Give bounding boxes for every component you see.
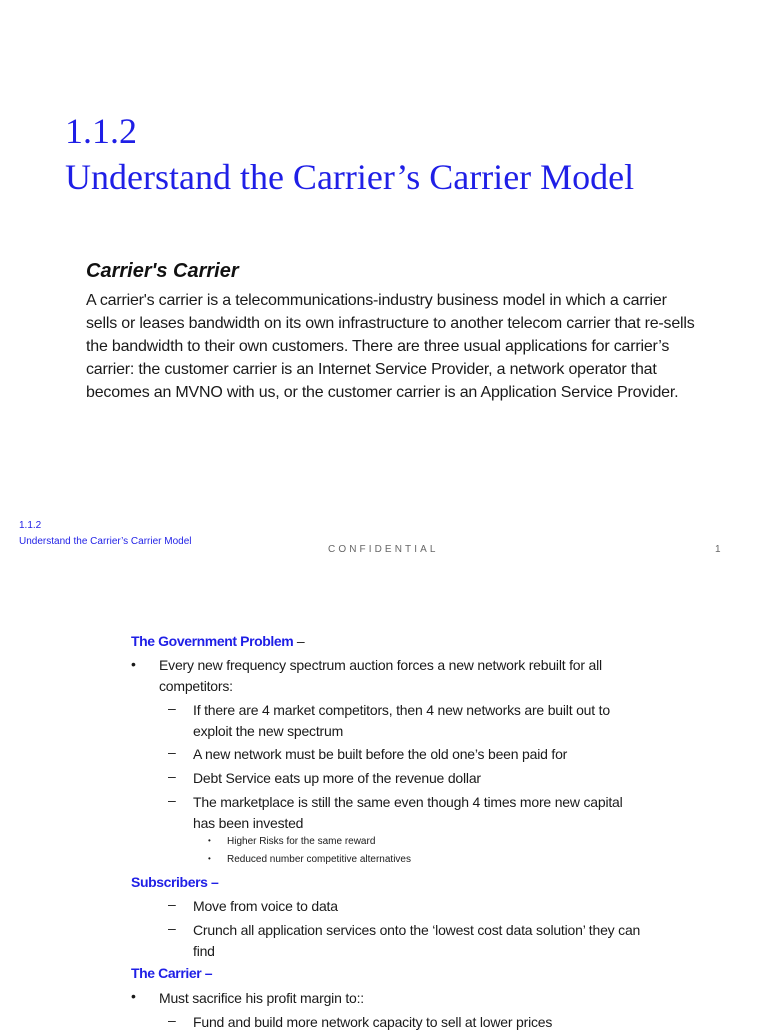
sub-item-line: The marketplace is still the same even though 4 times more new capital xyxy=(193,794,623,810)
footer-section-number: 1.1.2 xyxy=(19,520,42,531)
subscribers-item-1: Move from voice to data xyxy=(193,898,338,914)
paragraph-line: the bandwidth to their own customers. There are three usual applications for carrier’s xyxy=(86,338,670,355)
paragraph-line: A carrier's carrier is a telecommunications-industry business model in which a carrier xyxy=(86,292,667,309)
sub-item-line: Crunch all application services onto the ‘lowest cost data solution’ they can xyxy=(193,922,641,938)
bullet-line: Every new frequency spectrum auction forces a new network rebuilt for all xyxy=(159,657,602,673)
subscribers-item-2 xyxy=(193,920,673,962)
subscribers-heading: Subscribers – xyxy=(131,874,219,890)
heading-dash: – xyxy=(293,633,305,649)
bullet-line: competitors: xyxy=(159,678,233,694)
sub-item-line: find xyxy=(193,943,215,959)
footer-section-title: Understand the Carrier’s Carrier Model xyxy=(19,536,192,547)
small-bullet-marker: • xyxy=(208,836,211,845)
dash-marker: – xyxy=(168,896,176,912)
dash-marker: – xyxy=(168,1012,176,1028)
government-sub-sub-item-2: Reduced number competitive alternatives xyxy=(227,854,411,865)
carrier-bullet: Must sacrifice his profit margin to:: xyxy=(159,990,364,1006)
paragraph-line: sells or leases bandwidth on its own infrastructure to another telecom carrier that re-sells xyxy=(86,315,695,332)
paragraph-line: carrier: the customer carrier is an Internet Service Provider, a network operator that xyxy=(86,361,657,378)
dash-marker: – xyxy=(168,744,176,760)
dash-marker: – xyxy=(168,920,176,936)
sub-item-line: has been invested xyxy=(193,815,304,831)
government-sub-item-2: A new network must be built before the old one’s been paid for xyxy=(193,746,568,762)
government-sub-item-4 xyxy=(193,792,663,834)
carrier-heading: The Carrier – xyxy=(131,965,213,981)
government-sub-item-1 xyxy=(193,700,663,742)
paragraph-line: becomes an MVNO with us, or the customer carrier is an Application Service Provider. xyxy=(86,384,679,401)
government-sub-item-3: Debt Service eats up more of the revenue dollar xyxy=(193,770,481,786)
government-sub-sub-item-1: Higher Risks for the same reward xyxy=(227,836,376,847)
dash-marker: – xyxy=(168,768,176,784)
footer-page-number: 1 xyxy=(715,544,721,555)
government-problem-label: The Government Problem xyxy=(131,633,294,649)
carrier-sub-item-1: Fund and build more network capacity to sell at lower prices xyxy=(193,1014,553,1030)
slide-title xyxy=(65,108,745,200)
slide-title-number: 1.1.2 xyxy=(65,111,137,151)
sub-item-line: If there are 4 market competitors, then 4 new networks are built out to xyxy=(193,702,610,718)
bullet-marker: • xyxy=(131,656,136,672)
intro-paragraph xyxy=(86,289,716,404)
slide-title-text: Understand the Carrier’s Carrier Model xyxy=(65,157,635,197)
bullet-marker: • xyxy=(131,988,136,1004)
dash-marker: – xyxy=(168,792,176,808)
sub-item-line: exploit the new spectrum xyxy=(193,723,344,739)
small-bullet-marker: • xyxy=(208,854,211,863)
government-bullet xyxy=(159,655,659,697)
dash-marker: – xyxy=(168,700,176,716)
government-problem-heading xyxy=(131,633,304,649)
footer-confidential: CONFIDENTIAL xyxy=(328,544,439,555)
section-heading: Carrier's Carrier xyxy=(86,260,239,282)
